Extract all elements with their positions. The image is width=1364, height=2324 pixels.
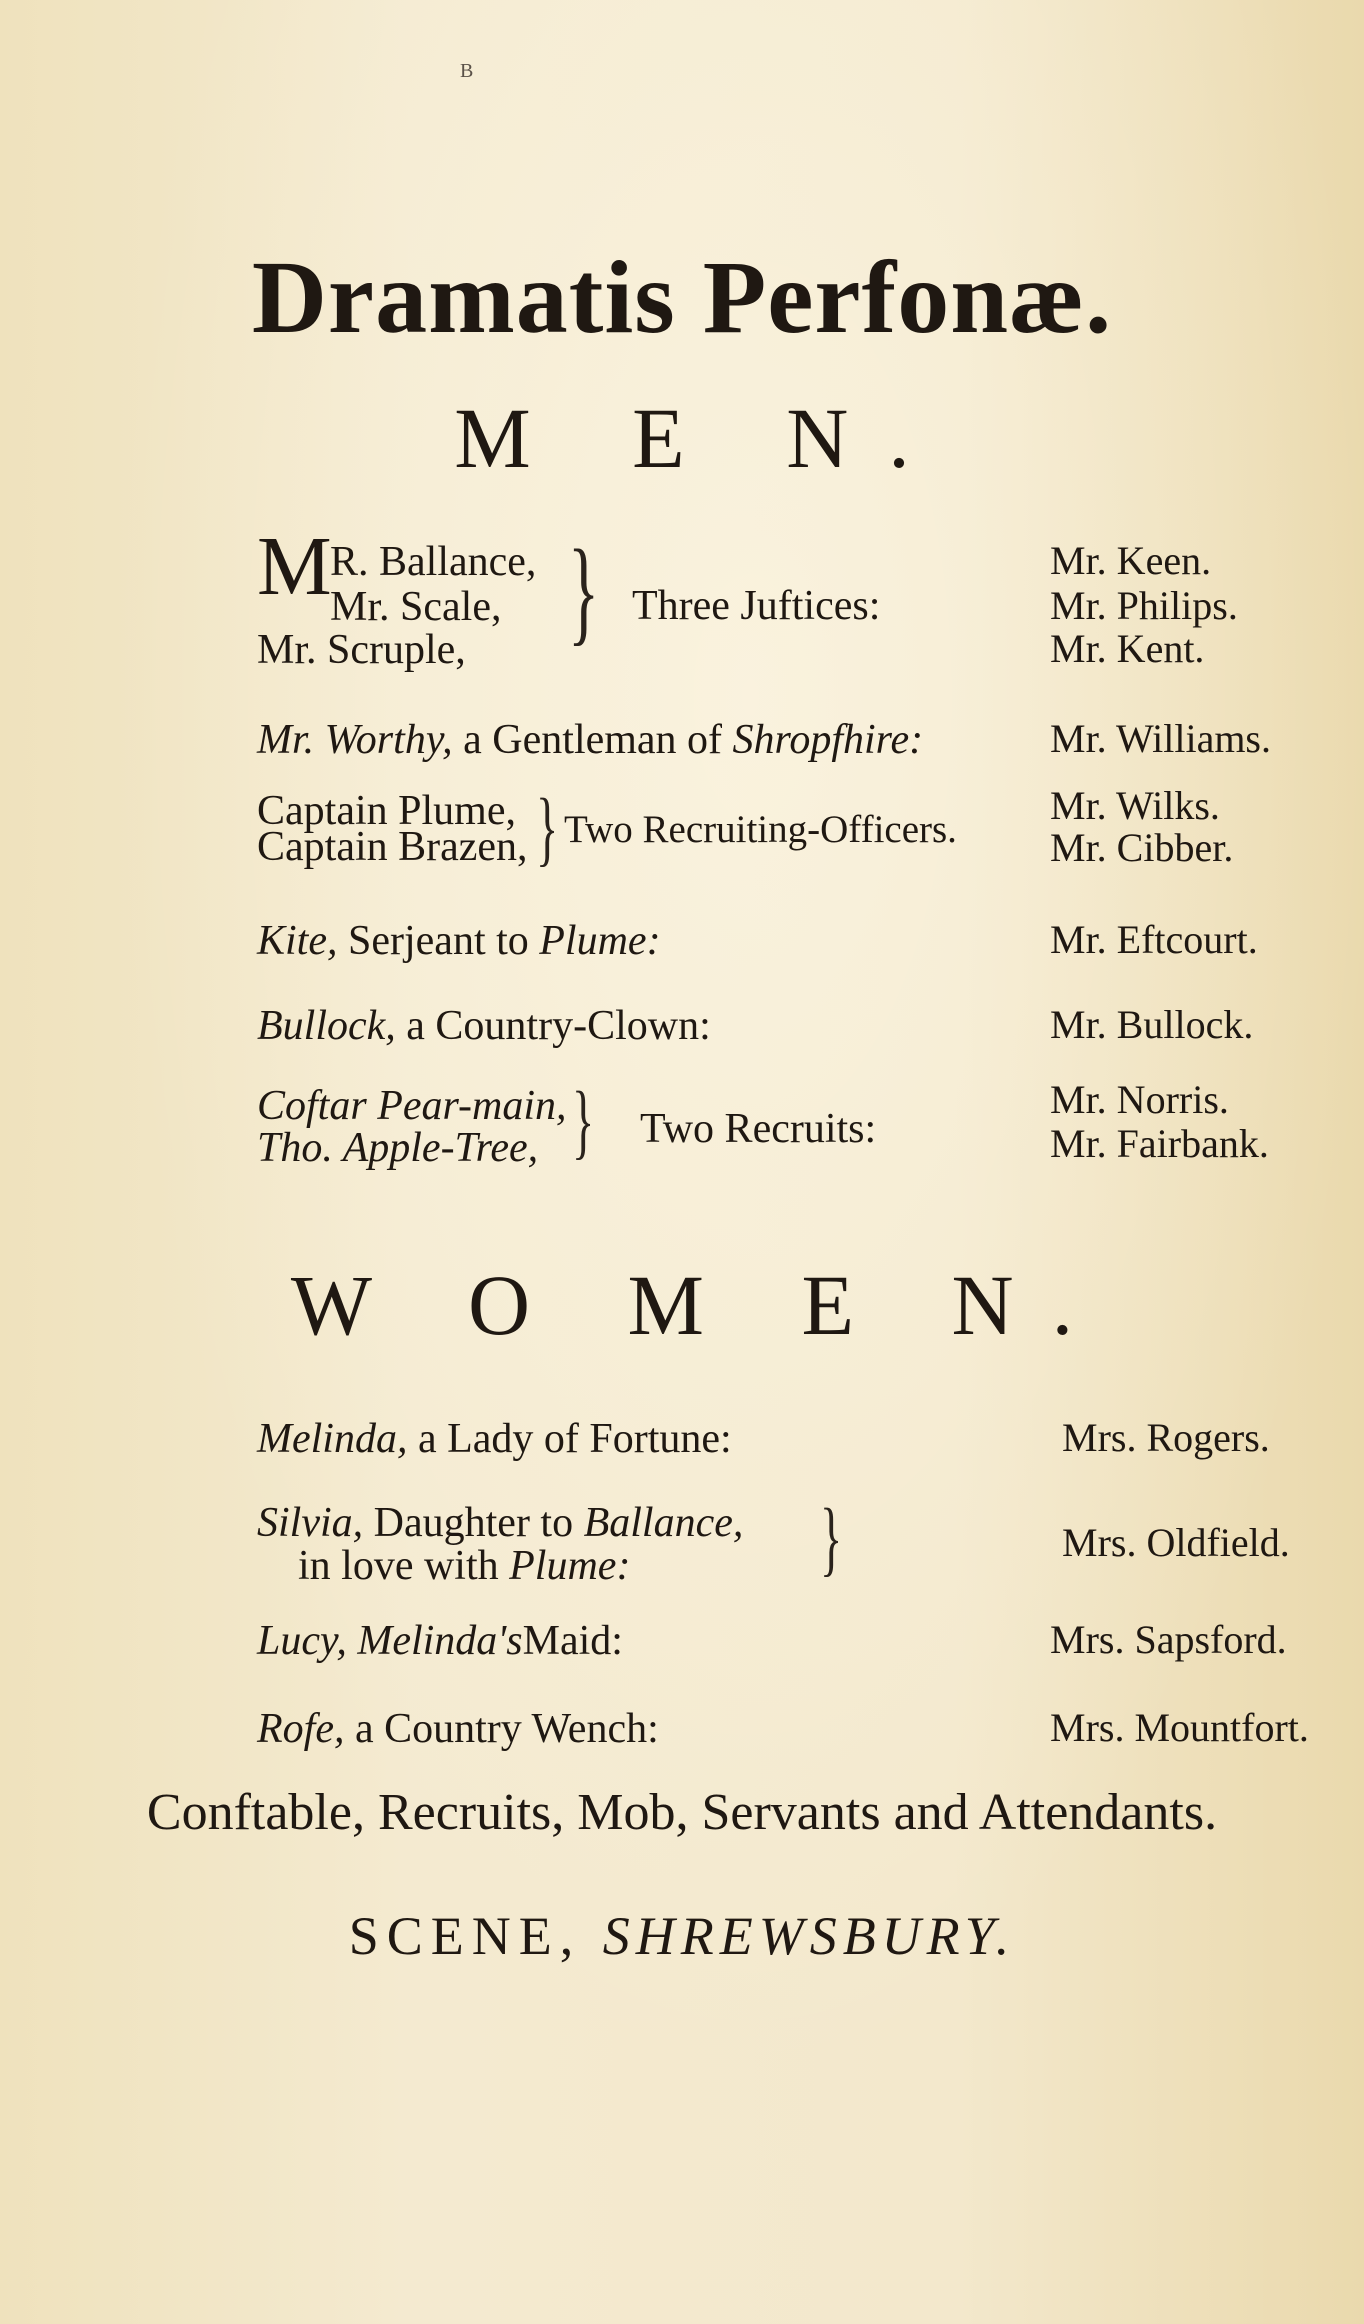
owner-lucy: Melinda's — [357, 1618, 523, 1664]
cast-name-scale: Mr. Scale, — [330, 584, 502, 630]
cast-line-silvia — [257, 1502, 743, 1544]
role-justices: Three Juftices: — [632, 583, 881, 629]
role-rose: a Country Wench: — [354, 1706, 659, 1752]
target-silvia: Ballance, — [583, 1500, 744, 1546]
actor-norris: Mr. Norris. — [1050, 1077, 1229, 1122]
place-worthy: Shropfhire: — [732, 717, 924, 763]
target-silvia-2: Plume: — [509, 1543, 631, 1589]
footer-attendants: Conftable, Recruits, Mob, Servants and Attendants. — [146, 1784, 1218, 1841]
role-bullock: a Country-Clown: — [406, 1003, 711, 1049]
actor-fairbank: Mr. Fairbank. — [1050, 1121, 1269, 1166]
scene-label: SCENE, — [348, 1906, 582, 1966]
role-kite: Serjeant to — [348, 918, 529, 964]
cast-line-worthy — [257, 719, 923, 761]
cast-name-pearmain: Coftar Pear-main, — [257, 1083, 567, 1129]
actor-wilks: Mr. Wilks. — [1050, 783, 1220, 828]
actor-bullock: Mr. Bullock. — [1050, 1002, 1254, 1047]
cast-line-kite — [257, 920, 661, 962]
role-worthy: a Gentleman of — [463, 717, 723, 763]
brace-justices: } — [568, 525, 600, 656]
actor-rogers: Mrs. Rogers. — [1062, 1415, 1270, 1460]
actor-cibber: Mr. Cibber. — [1050, 825, 1234, 870]
cast-line-silvia-2 — [298, 1545, 630, 1587]
target-kite: Plume: — [539, 918, 661, 964]
role-lucy: Maid: — [522, 1618, 623, 1664]
scene-place: SHREWSBURY. — [602, 1906, 1016, 1966]
cast-name-scruple: Mr. Scruple, — [257, 627, 466, 673]
actor-sapsford: Mrs. Sapsford. — [1050, 1617, 1287, 1662]
actor-keen: Mr. Keen. — [1050, 538, 1212, 583]
cast-name-kite: Kite, — [257, 918, 338, 964]
cast-name-plume: Captain Plume, — [257, 788, 516, 834]
women-heading: W O M E N. — [290, 1257, 1112, 1353]
cast-name-appletree: Tho. Apple-Tree, — [257, 1125, 539, 1171]
actor-philips: Mr. Philips. — [1050, 583, 1238, 628]
cast-name-bullock: Bullock, — [257, 1003, 396, 1049]
drop-cap: M — [257, 520, 332, 613]
cast-name-rose: Rofe, — [257, 1706, 345, 1752]
signature-mark: B — [460, 60, 480, 82]
men-heading: M E N. — [454, 390, 950, 486]
role-officers: Two Recruiting-Officers. — [564, 808, 957, 851]
actor-kent: Mr. Kent. — [1050, 626, 1205, 671]
cast-line-rose — [257, 1708, 659, 1750]
cast-name-silvia: Silvia, — [257, 1500, 364, 1546]
cast-name-brazen: Captain Brazen, — [257, 824, 528, 870]
role-silvia-2: in love with — [298, 1543, 499, 1589]
cast-line-bullock — [257, 1005, 711, 1047]
scene-line — [0, 1905, 1364, 1967]
cast-name-melinda: Melinda, — [257, 1416, 408, 1462]
actor-estcourt: Mr. Eftcourt. — [1050, 917, 1258, 962]
page-title: Dramatis Perfonæ. — [251, 240, 1113, 355]
cast-line-melinda — [257, 1418, 732, 1460]
cast-name-worthy: Mr. Worthy, — [257, 717, 453, 763]
cast-name-ballance: R. Ballance, — [330, 539, 537, 585]
role-recruits: Two Recruits: — [640, 1106, 877, 1152]
role-melinda: a Lady of Fortune: — [417, 1416, 732, 1462]
brace-recruits: } — [572, 1075, 595, 1168]
cast-line-lucy — [257, 1620, 623, 1662]
actor-williams: Mr. Williams. — [1050, 716, 1271, 761]
brace-silvia: } — [820, 1492, 843, 1585]
cast-name-lucy: Lucy, — [257, 1618, 347, 1664]
role-silvia: Daughter to — [373, 1500, 574, 1546]
brace-officers: } — [536, 782, 559, 875]
actor-mountfort: Mrs. Mountfort. — [1050, 1705, 1309, 1750]
actor-oldfield: Mrs. Oldfield. — [1062, 1520, 1290, 1565]
